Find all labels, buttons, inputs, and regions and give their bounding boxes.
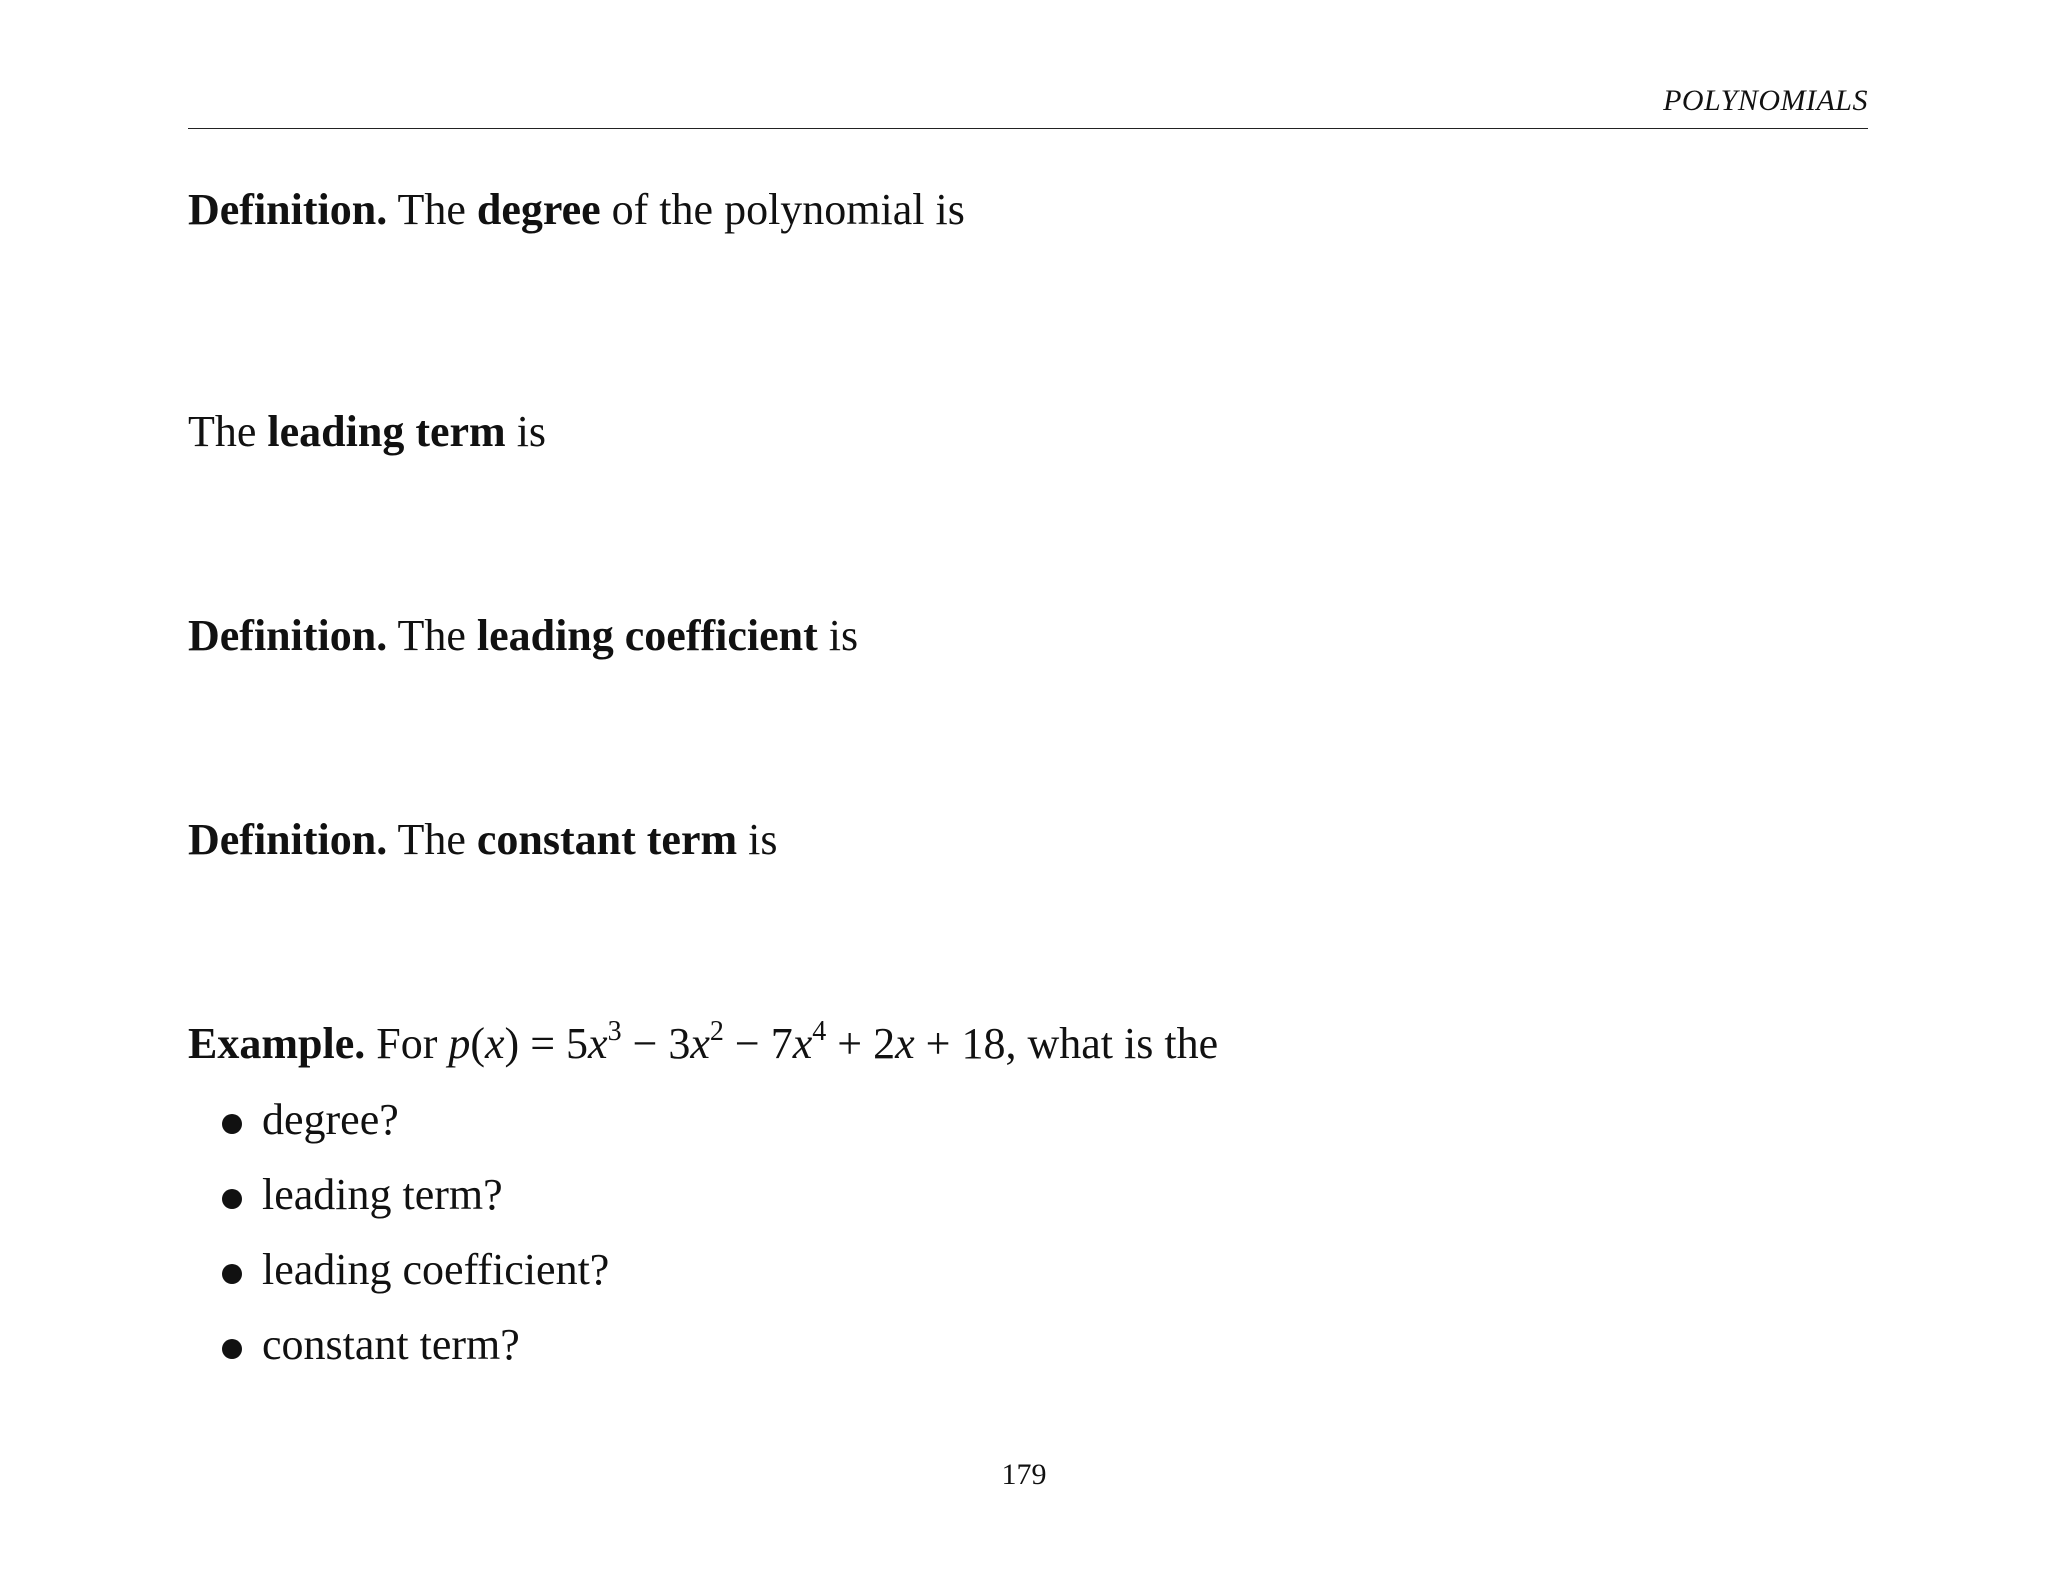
list-item [222, 1095, 609, 1173]
definition-tail: of the polynomial is [611, 185, 965, 234]
definition-leading-term [188, 407, 547, 456]
definition-label: Definition. [188, 185, 388, 234]
definition-label: Definition. [188, 815, 388, 864]
bullet-icon [222, 1264, 242, 1284]
list-item-text: constant term? [262, 1320, 520, 1369]
definition-degree [188, 185, 965, 234]
definition-leading-coefficient [188, 611, 859, 660]
math-exponent: 3 [607, 1016, 622, 1047]
page-number: 179 [1001, 1458, 1047, 1491]
definition-tail: is [748, 815, 778, 864]
defined-term: leading coefficient [476, 611, 818, 660]
math-term-1: = 5 [530, 1019, 589, 1068]
defined-term: constant term [476, 815, 738, 864]
list-item-text: leading term? [262, 1170, 503, 1219]
math-var: x [895, 1019, 915, 1068]
math-exponent: 2 [709, 1016, 724, 1047]
definition-constant-term [188, 815, 778, 864]
question-list [222, 1095, 610, 1398]
bullet-icon [222, 1339, 242, 1359]
definition-lead: The [397, 185, 466, 234]
example-intro: For [376, 1019, 438, 1068]
math-var: x [690, 1019, 710, 1068]
definition-tail: is [828, 611, 859, 660]
definition-lead: The [188, 407, 257, 456]
math-term-2: − 3 [621, 1019, 691, 1068]
definition-lead: The [397, 611, 466, 660]
definition-tail: is [516, 407, 547, 456]
math-var: x [588, 1019, 608, 1068]
example [188, 1016, 1219, 1068]
defined-term: leading term [267, 407, 506, 456]
math-exponent: 4 [812, 1016, 827, 1047]
math-var: x [792, 1019, 813, 1068]
running-header: POLYNOMIALS [1663, 84, 1868, 117]
polynomial-expression: $p(x) = 5x^3 - 3x^2 - 7x^4 + 2x + 18$ [448, 1016, 1006, 1068]
list-item [222, 1320, 609, 1398]
math-var: x [485, 1019, 505, 1068]
math-term-4: + 2 [826, 1019, 896, 1068]
math-term-3: − 7 [723, 1019, 793, 1068]
header-rule [188, 128, 1868, 129]
list-item-text: degree? [262, 1095, 399, 1144]
math-term-5: + 18 [914, 1019, 1006, 1068]
list-item-text: leading coefficient? [262, 1245, 610, 1294]
defined-term: degree [476, 185, 601, 234]
definition-label: Definition. [188, 611, 388, 660]
list-item [222, 1245, 610, 1323]
example-tail: , what is the [1005, 1019, 1219, 1068]
list-item [222, 1170, 609, 1248]
definition-lead: The [397, 815, 466, 864]
math-func: p [448, 1019, 471, 1068]
bullet-icon [222, 1189, 242, 1209]
example-label: Example. [188, 1019, 366, 1068]
bullet-icon [222, 1114, 242, 1134]
